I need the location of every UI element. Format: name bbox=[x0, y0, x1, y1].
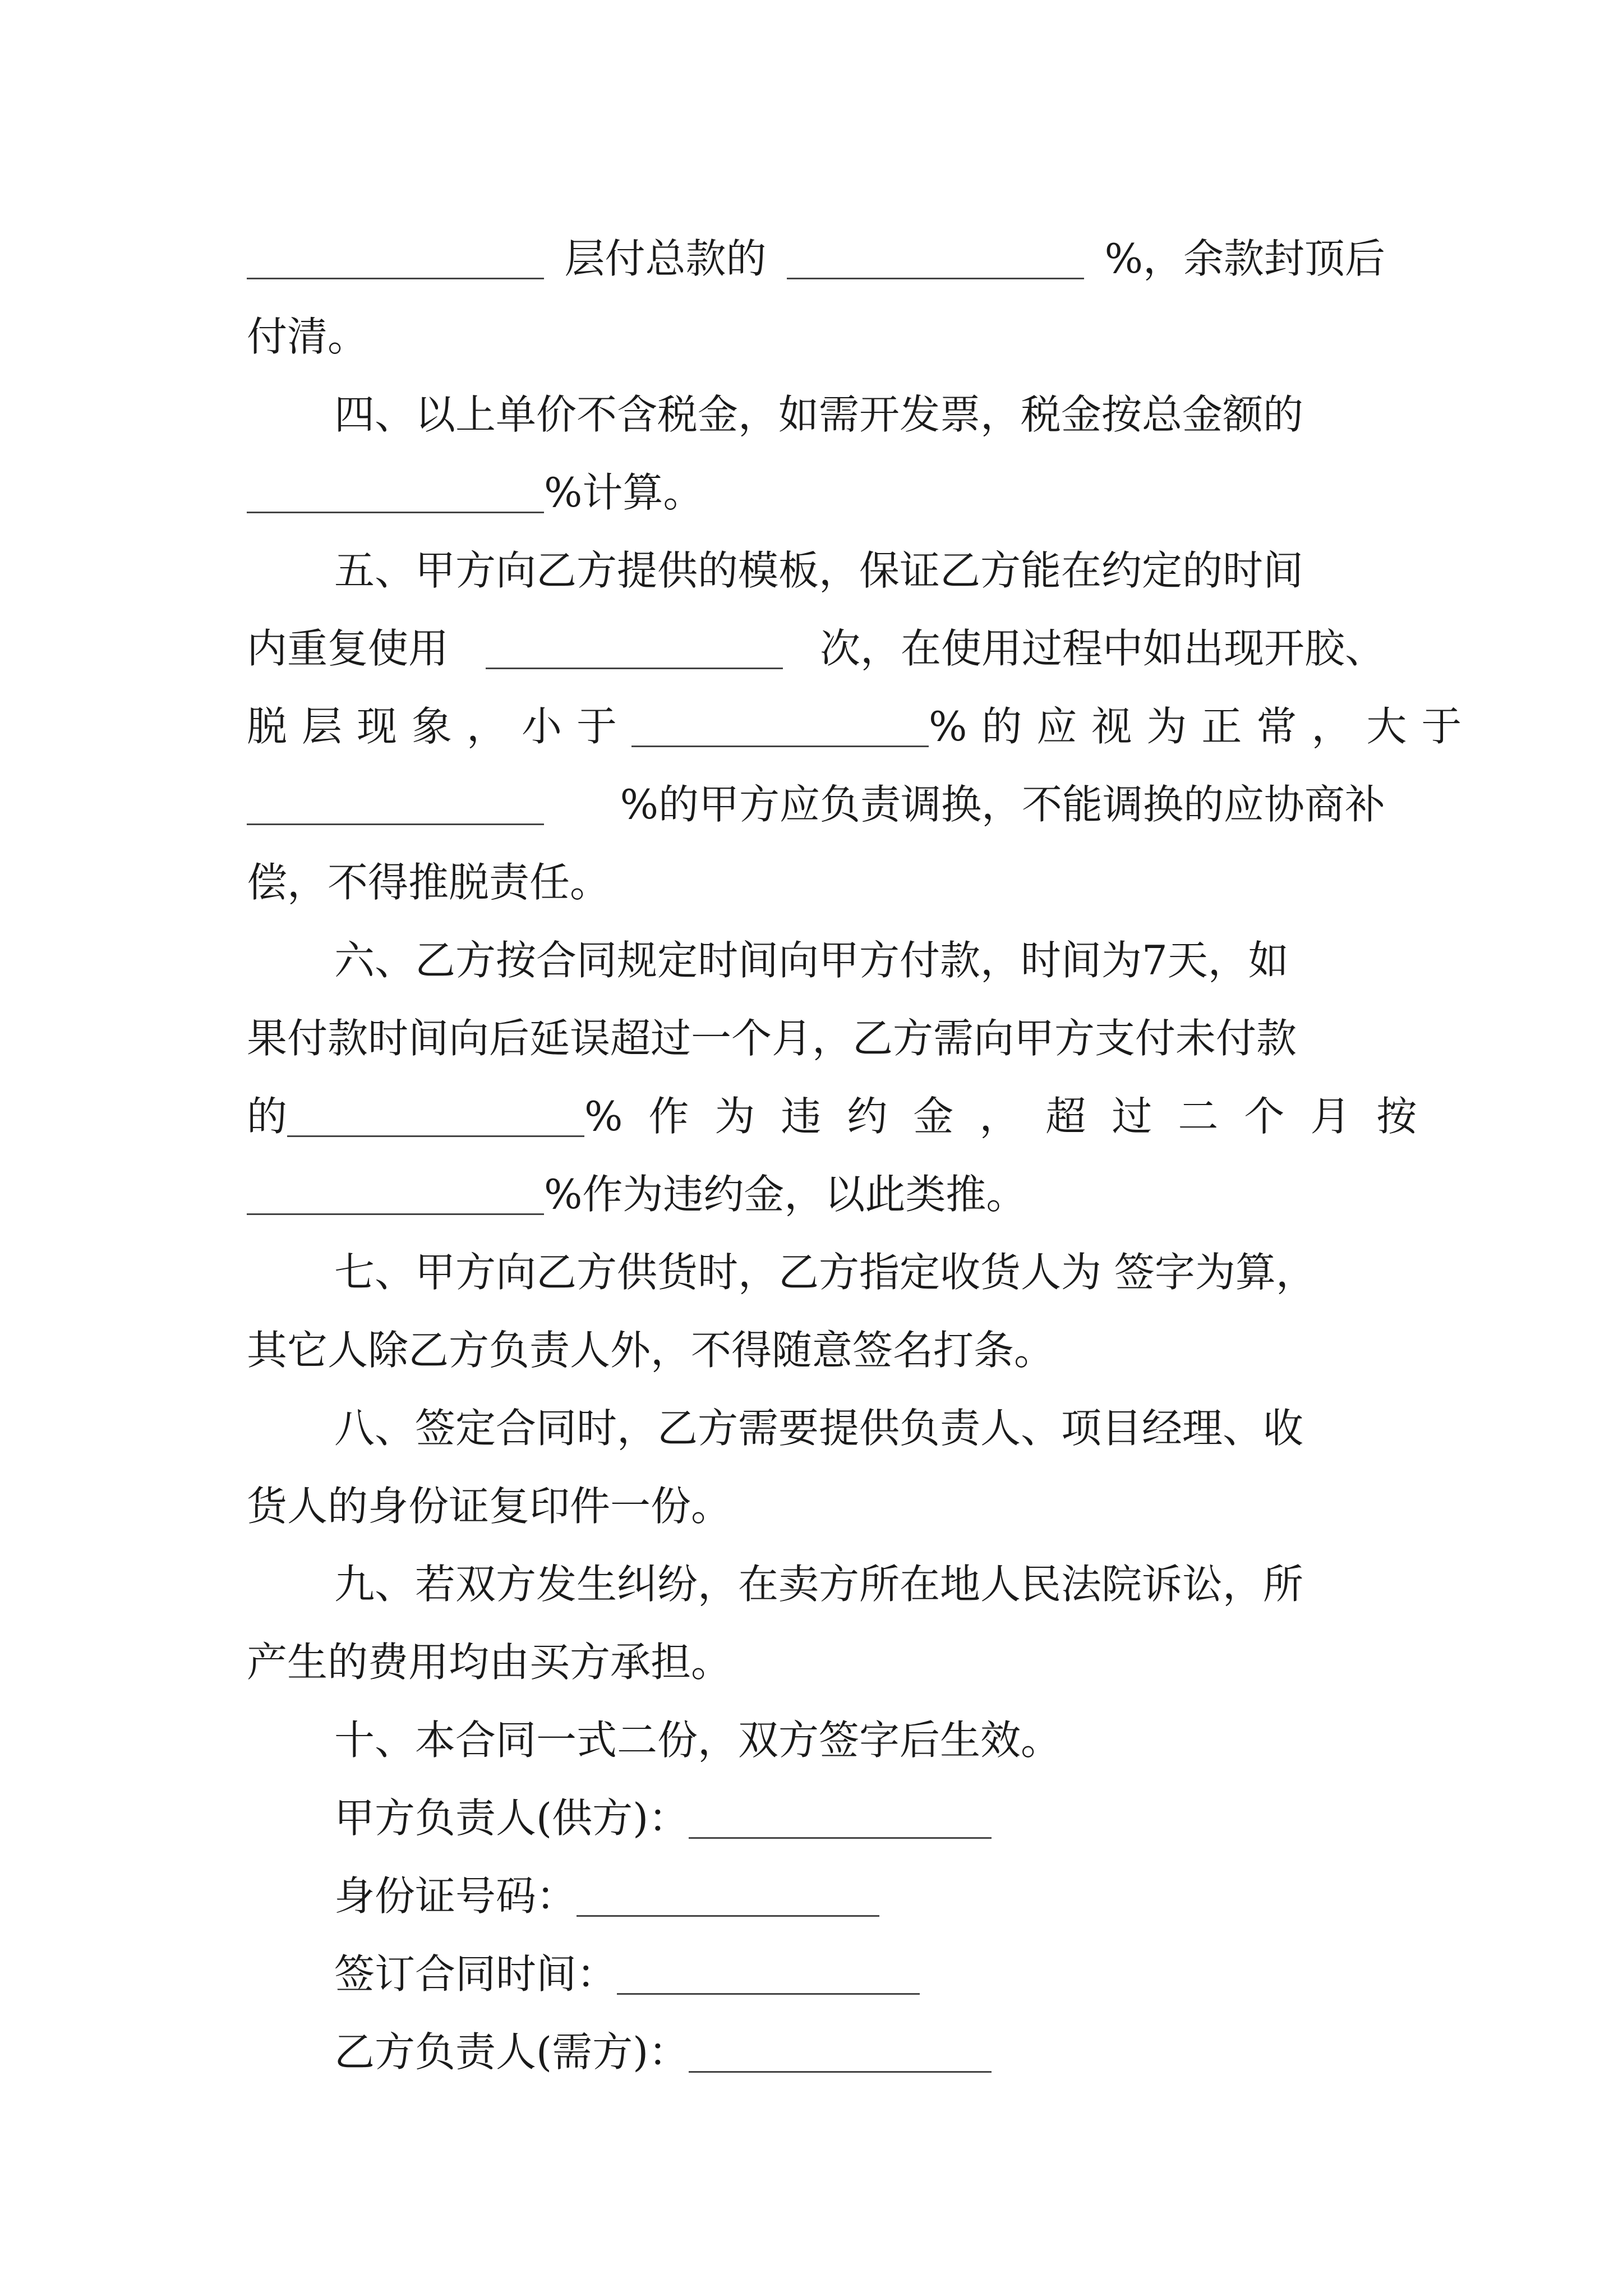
clause6-line2: 果付款时间向后延误超过一个月，乙方需向甲方支付未付款 bbox=[247, 1015, 1297, 1062]
party-b-signature-field[interactable] bbox=[689, 2032, 992, 2073]
blank-field[interactable] bbox=[486, 628, 783, 669]
clause8-line2: 货人的身份证复印件一份。 bbox=[247, 1483, 732, 1530]
blank-field[interactable] bbox=[247, 238, 544, 279]
signature-id-number bbox=[247, 1857, 1385, 1935]
sign-date-field[interactable] bbox=[617, 1954, 920, 1995]
clause7-line2: 其它人除乙方负责人外，不得随意签名打条。 bbox=[247, 1327, 1055, 1374]
clause6-line4: %作为违约金，以此类推。 bbox=[247, 1156, 1385, 1234]
signature-party-b bbox=[247, 2013, 1385, 2091]
signature-date bbox=[247, 1935, 1385, 2013]
clause9-line1: 九、若双方发生纠纷，在卖方所在地人民法院诉讼，所 bbox=[334, 1561, 1304, 1608]
clause5-line5: 偿，不得推脱责任。 bbox=[247, 859, 611, 906]
clause10-line1: 十、本合同一式二份，双方签字后生效。 bbox=[334, 1717, 1062, 1764]
party-b-label: 乙方负责人(需方)： bbox=[334, 2028, 689, 2076]
clause7-line1: 七、甲方向乙方供货时，乙方指定收货人为 签字为算， bbox=[334, 1249, 1316, 1296]
party-a-signature-field[interactable] bbox=[689, 1798, 992, 1839]
blank-field[interactable] bbox=[287, 1096, 584, 1137]
clause3-text1: 层付总款的 bbox=[564, 235, 767, 282]
clause5-line1: 五、甲方向乙方提供的模板，保证乙方能在约定的时间 bbox=[334, 547, 1304, 594]
clause3-line2: 付清。 bbox=[247, 313, 368, 360]
blank-field[interactable] bbox=[247, 472, 544, 513]
clause6-line3: 的 %作为违约金，超过二个月按 bbox=[247, 1093, 1443, 1140]
blank-field[interactable] bbox=[247, 1174, 544, 1215]
clause5-line4: %的甲方应负责调换，不能调换的应协商补 bbox=[247, 766, 1385, 844]
signature-party-a bbox=[247, 1779, 1385, 1857]
blank-field[interactable] bbox=[787, 238, 1084, 279]
sign-date-label: 签订合同时间： bbox=[334, 1950, 617, 1998]
clause4-line1: 四、以上单价不含税金，如需开发票，税金按总金额的 bbox=[334, 391, 1304, 438]
id-number-field[interactable] bbox=[577, 1876, 879, 1917]
clause4-line2: %计算。 bbox=[247, 454, 1385, 532]
clause8-line1: 八、签定合同时，乙方需要提供负责人、项目经理、收 bbox=[334, 1405, 1304, 1452]
party-a-label: 甲方负责人(供方)： bbox=[334, 1795, 689, 1842]
clause6-line1: 六、乙方按合同规定时间向甲方付款，时间为7天，如 bbox=[334, 937, 1289, 984]
blank-field[interactable] bbox=[247, 784, 544, 825]
clause9-line2: 产生的费用均由买方承担。 bbox=[247, 1639, 732, 1686]
blank-field[interactable] bbox=[631, 706, 929, 747]
contract-body bbox=[247, 220, 1477, 2091]
id-number-label: 身份证号码： bbox=[334, 1872, 577, 1920]
clause5-line2: 内重复使用 次，在使用过程中如出现开胶、 bbox=[247, 625, 1385, 672]
clause5-line3: 脱层现象，小于 %的应视为正常，大于 bbox=[247, 703, 1477, 750]
clause3-text2: %，余款封顶后 bbox=[1104, 235, 1385, 282]
clause3-line1 bbox=[247, 220, 1385, 298]
